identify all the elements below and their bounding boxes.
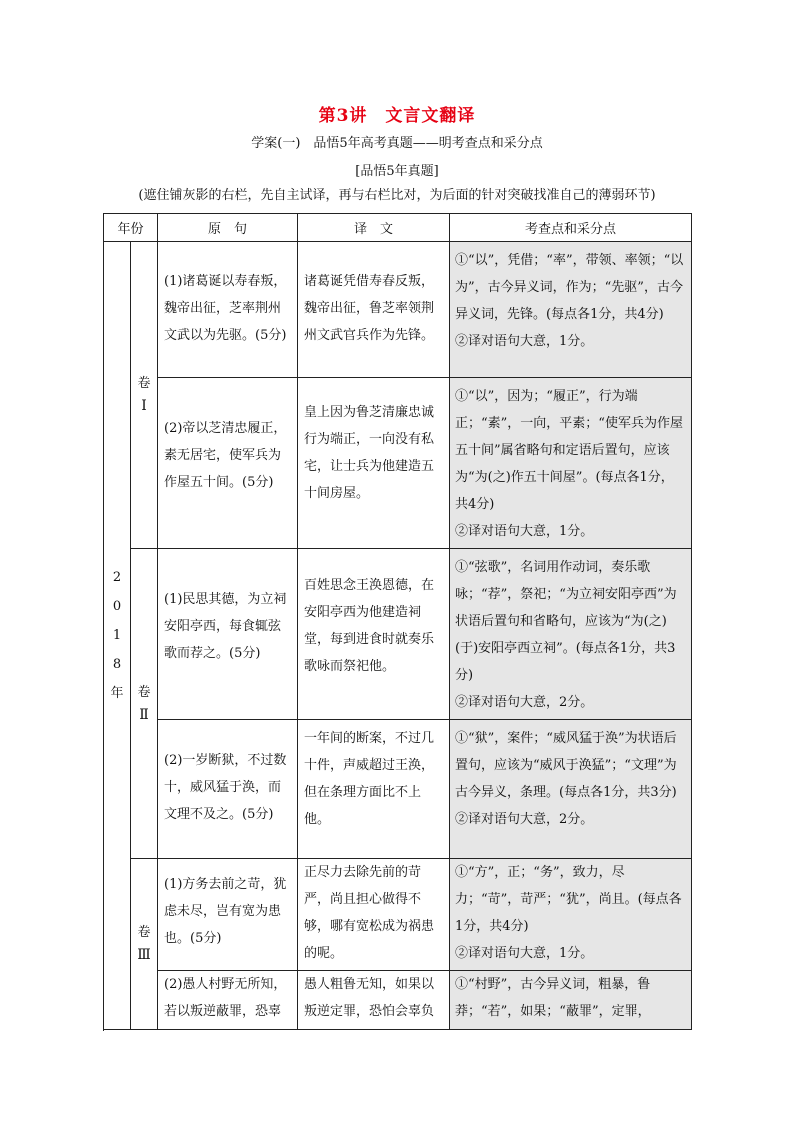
instruction: (遮住铺灰影的右栏，先自主试译，再与右栏比对，为后面的针对突破找准自己的薄弱环节)	[138, 188, 656, 203]
points-text: ①“方”，正；“务”，致力，尽力；“苛”，苛严；“犹”，尚且。(每点各1分，共4分)	[455, 865, 682, 934]
table-row	[104, 549, 692, 720]
header-original: 原 句	[158, 214, 298, 242]
points-text: ①“以”，凭借；“率”，带领、率领；“以为”，古今异义词，作为；“先驱”，古今异义词，先锋。(每点各1分，共4分)	[455, 253, 684, 322]
header-points: 考查点和采分点	[450, 214, 692, 242]
points-cell	[450, 859, 692, 971]
points-cell	[450, 971, 692, 1030]
points-cell	[450, 549, 692, 720]
table-row	[104, 971, 692, 1030]
juan-char: 卷	[137, 376, 151, 391]
translation-cell	[298, 971, 450, 1030]
juan-number: Ⅲ	[137, 947, 151, 963]
juan-3-cell	[131, 859, 158, 1030]
translation-text: 一年间的断案，不过几十件，声威超过王涣，但在条理方面比不上他。	[304, 731, 435, 827]
translation-text: 正尽力去除先前的苛严，尚且担心做得不够，哪有宽松成为祸患的呢。	[304, 865, 435, 961]
subtitle: 学案(一) 品悟5年高考真题——明考查点和采分点	[251, 136, 543, 151]
original-cell	[158, 549, 298, 720]
year-char: 0	[112, 599, 122, 614]
points-text: ①“弦歌”，名词用作动词，奏乐歌咏；“荐”，祭祀；“为立祠安阳亭西”为状语后置句和省略句，应该为“为(之)(于)安阳亭西立祠”。(每点各1分，共3分)	[455, 560, 677, 683]
year-cell	[104, 242, 131, 1030]
page-title: 第3讲 文言文翻译	[318, 106, 476, 126]
original-text: (1)诸葛诞以寿春叛，魏帝出征，芝率荆州文武以为先驱。(5分)	[164, 274, 287, 343]
header-year: 年份	[104, 214, 158, 242]
points-summary: ②译对语句大意，1分。	[455, 946, 594, 961]
points-cell	[450, 378, 692, 549]
translation-cell	[298, 549, 450, 720]
year-char: 年	[110, 686, 124, 701]
translation-cell	[298, 859, 450, 971]
year-char: 2	[112, 570, 122, 585]
points-cell	[450, 242, 692, 378]
juan-1-cell	[131, 242, 158, 549]
juan-2-cell	[131, 549, 158, 859]
points-text: ①“村野”，古今异义词，粗暴，鲁莽；“若”，如果；“蔽罪”，定罪，	[455, 977, 651, 1019]
juan-number: Ⅰ	[141, 398, 147, 414]
original-cell	[158, 242, 298, 378]
original-text: (1)民思其德，为立祠安阳亭西，每食辄弦歌而荐之。(5分)	[164, 592, 287, 661]
translation-table	[103, 213, 692, 1030]
translation-cell	[298, 720, 450, 859]
juan-char: 卷	[137, 925, 151, 940]
juan-char: 卷	[137, 684, 151, 700]
points-summary: ②译对语句大意，1分。	[455, 334, 594, 349]
translation-text: 愚人粗鲁无知，如果以叛逆定罪，恐怕会辜负	[304, 977, 435, 1019]
translation-text: 皇上因为鲁芝清廉忠诚行为端正，一向没有私宅，让士兵为他建造五十间房屋。	[304, 405, 435, 501]
points-summary: ②译对语句大意，2分。	[455, 695, 594, 710]
table-row	[104, 378, 692, 549]
translation-text: 诸葛诞凭借寿春反叛，魏帝出征，鲁芝率领荆州文武官兵作为先锋。	[304, 274, 435, 343]
points-cell	[450, 720, 692, 859]
translation-cell	[298, 242, 450, 378]
table-row	[104, 859, 692, 971]
original-text: (1)方务去前之苛，犹虑未尽，岂有宽为患也。(5分)	[164, 877, 287, 946]
points-text: ①“以”，因为；“履正”，行为端正；“素”，一向，平素；“使军兵为作屋五十间”属省略句和定语后置句，应该为“为(之)作五十间屋”。(每点各1分，共4分)	[455, 389, 683, 512]
table-header-row	[104, 214, 692, 242]
translation-text: 百姓思念王涣恩德，在安阳亭西为他建造祠堂，每到进食时就奏乐歌咏而祭祀他。	[304, 578, 435, 674]
points-summary: ②译对语句大意，1分。	[455, 524, 594, 539]
original-cell	[158, 971, 298, 1030]
original-text: (2)一岁断狱，不过数十，威风猛于涣，而文理不及之。(5分)	[164, 753, 287, 822]
points-summary: ②译对语句大意，2分。	[455, 812, 594, 827]
original-text: (2)愚人村野无所知，若以叛逆蔽罪，恐辜	[164, 977, 287, 1019]
original-cell	[158, 720, 298, 859]
header-translation: 译 文	[298, 214, 450, 242]
original-cell	[158, 859, 298, 971]
table-row	[104, 242, 692, 378]
year-char: 1	[112, 628, 122, 643]
original-text: (2)帝以芝清忠履正，素无居宅，使军兵为作屋五十间。(5分)	[164, 421, 287, 490]
year-char: 8	[112, 657, 122, 672]
juan-number: Ⅱ	[139, 706, 149, 723]
points-text: ①“狱”，案件；“威风猛于涣”为状语后置句，应该为“威风于涣猛”；“文理”为古今异义，条理。(每点各1分，共3分)	[455, 731, 677, 800]
translation-cell	[298, 378, 450, 549]
section-label: [品悟5年真题]	[355, 164, 439, 179]
table-row	[104, 720, 692, 859]
original-cell	[158, 378, 298, 549]
